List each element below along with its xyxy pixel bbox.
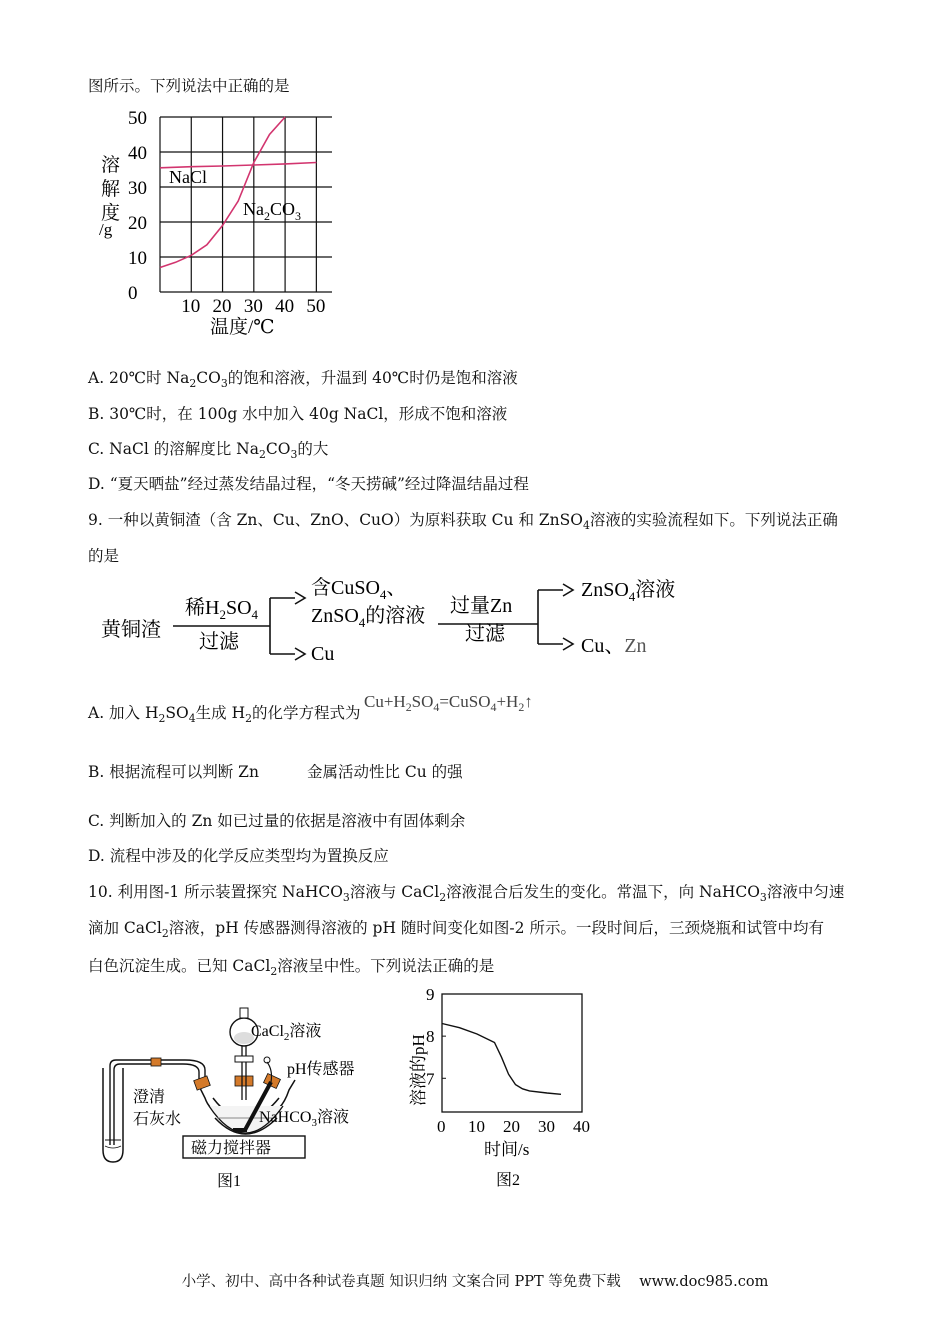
ylabel-char-4: /g <box>99 220 113 239</box>
footer: 小学、初中、高中各种试卷真题 知识归纳 文案合同 PPT 等免费下载 www.doc985.com <box>181 1274 769 1290</box>
label-na2co3: $Na_2CO_3$ <box>243 199 302 223</box>
figure-1-caption: 图1 <box>217 1173 242 1190</box>
ylabel-char-2: 解 <box>101 179 121 200</box>
ph-x-tick-40: 40 <box>573 1117 590 1136</box>
q10-stem-line2: 滴加 CaCl$_2$溶液，pH 传感器测得溶液的 pH 随时间变化如图-2 所示。一段时间后，三颈烧瓶和试管中均有 <box>88 919 824 940</box>
y-tick-10: 10 <box>128 248 147 269</box>
label-nacl: NaCl <box>169 167 207 187</box>
x-tick-40: 40 <box>275 296 295 317</box>
ph-y-tick-9: 9 <box>426 985 435 1004</box>
flow-acid: 稀$H_2SO_4$ <box>185 597 259 622</box>
ph-y-tick-7: 7 <box>426 1069 435 1089</box>
xlabel: 温度/℃ <box>210 317 275 338</box>
q9-option-d: D. 流程中涉及的化学反应类型均为置换反应 <box>88 847 389 865</box>
ph-ylabel: 溶液的pH <box>409 1034 428 1106</box>
flow-intermediate-1: 含CuSO$_4$、 <box>311 577 407 602</box>
flow-start: 黄铜渣 <box>101 619 161 641</box>
solubility-chart <box>95 105 355 345</box>
q10-stem-line3: 白色沉淀生成。已知 CaCl$_2$溶液呈中性。下列说法正确的是 <box>88 957 495 978</box>
q8-option-b: B. 30℃时，在 100g 水中加入 40g NaCl，形成不饱和溶液 <box>88 405 508 423</box>
figure-1-apparatus <box>95 990 385 1200</box>
x-tick-20: 20 <box>212 296 232 317</box>
ph-x-tick-0: 0 <box>437 1117 446 1136</box>
ph-x-tick-30: 30 <box>538 1117 555 1136</box>
q9-stem-line2: 的是 <box>88 547 120 565</box>
ylabel-char-1: 溶 <box>101 155 121 176</box>
label-limewater-2: 石灰水 <box>133 1111 182 1128</box>
q8-option-a: A. 20℃时 $Na_2CO_3$的饱和溶液，升温到 40℃时仍是饱和溶液 <box>88 369 518 390</box>
flow-filter-1: 过滤 <box>199 631 239 653</box>
q9-option-a: A. 加入 $H_2SO_4$生成 $H_2$的化学方程式为 <box>88 704 361 725</box>
x-tick-30: 30 <box>243 296 263 317</box>
y-tick-50: 50 <box>128 108 147 129</box>
q9-stem: 9. 一种以黄铜渣（含 Zn、Cu、ZnO、CuO）为原料获取 Cu 和 ZnSO$_4$溶液的实验流程如下。下列说法正确 <box>88 511 838 532</box>
label-nahco3: NaHCO$_3$溶液 <box>259 1109 349 1129</box>
q8-option-c: C. NaCl 的溶解度比 $Na_2CO_3$的大 <box>88 440 329 461</box>
stir-bar <box>233 1128 247 1132</box>
svg-text:磁力搅拌器: 磁力搅拌器 <box>191 1140 272 1157</box>
label-cacl2: CaCl$_2$溶液 <box>251 1023 322 1043</box>
q9-equation: $Cu+H_2SO_4=CuSO_4+H_2↑$ <box>364 692 533 714</box>
y-tick-0: 0 <box>128 283 138 304</box>
y-tick-30: 30 <box>128 178 147 199</box>
ph-plot-frame <box>442 994 582 1112</box>
y-tick-20: 20 <box>128 213 147 234</box>
intro-text: 图所示。下列说法中正确的是 <box>88 77 290 95</box>
flow-filter-2: 过滤 <box>465 623 505 645</box>
x-tick-50: 50 <box>306 296 326 317</box>
q9-option-b: B. 根据流程可以判断 Zn 金属活动性比 Cu 的强 <box>88 763 463 781</box>
q10-stem-line1: 10. 利用图-1 所示装置探究 NaHCO$_3$溶液与 CaCl$_2$溶液混合后发生的变化。常温下，向 NaHCO$_3$溶液中匀速 <box>88 883 845 904</box>
ph-x-tick-20: 20 <box>503 1117 520 1136</box>
q8-option-d: D. “夏天晒盐”经过蒸发结晶过程，“冬天捞碱”经过降温结晶过程 <box>88 475 529 493</box>
label-limewater-1: 澄清 <box>133 1089 166 1106</box>
ph-xlabel: 时间/s <box>484 1140 530 1159</box>
x-tick-10: 10 <box>181 296 201 317</box>
flow-excess-zn: 过量Zn <box>450 595 513 617</box>
flow-cu: Cu <box>311 643 335 665</box>
q9-option-c: C. 判断加入的 Zn 如已过量的依据是溶液中有固体剩余 <box>88 812 466 830</box>
flow-output-1: ZnSO$_4$溶液 <box>581 579 676 604</box>
figure-2-caption: 图2 <box>496 1172 521 1189</box>
ylabel-char-3: 度 <box>101 203 121 224</box>
q9-flowchart <box>95 572 715 672</box>
ph-series-line <box>442 1024 561 1095</box>
label-ph-sensor: pH传感器 <box>287 1061 355 1078</box>
ph-y-tick-8: 8 <box>426 1027 435 1047</box>
y-tick-40: 40 <box>128 143 147 164</box>
flow-intermediate-2: ZnSO$_4$的溶液 <box>311 605 426 630</box>
figure-2-ph-chart <box>398 980 608 1200</box>
flow-output-2: Cu、Zn <box>581 635 647 657</box>
ph-x-tick-10: 10 <box>468 1117 485 1136</box>
